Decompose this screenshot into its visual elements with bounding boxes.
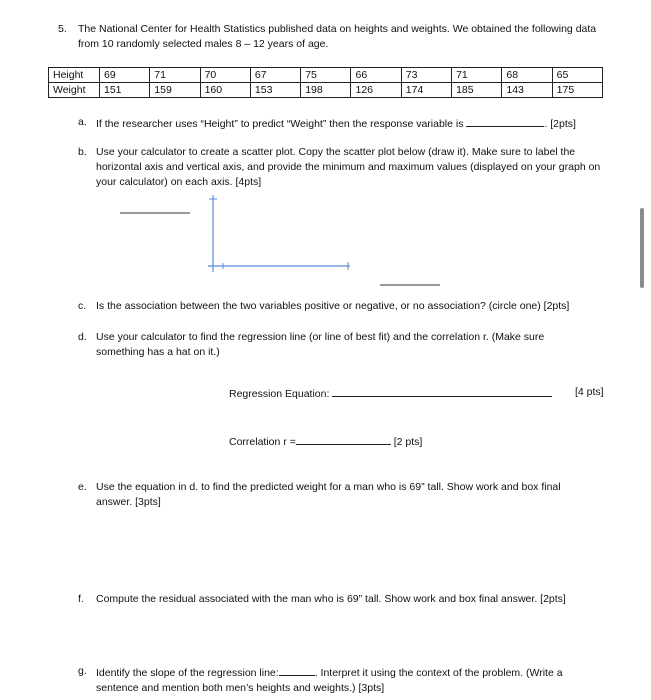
part-d-letter: d. bbox=[78, 331, 87, 343]
height-cell: 69 bbox=[100, 68, 150, 83]
part-g-text-after: . Interpret it using the context of the problem. (Write a sentence and mention both men’s heights and weights.) [3pts] bbox=[96, 667, 563, 694]
weight-row bbox=[49, 83, 603, 98]
slope-blank[interactable] bbox=[279, 664, 315, 676]
weight-cell: 174 bbox=[401, 83, 451, 98]
part-c-letter: c. bbox=[78, 300, 87, 312]
part-f-letter: f. bbox=[78, 593, 84, 605]
scatter-plot-sketch bbox=[110, 190, 450, 290]
weight-cell: 143 bbox=[502, 83, 552, 98]
part-a-body bbox=[96, 115, 576, 132]
weight-cell: 185 bbox=[452, 83, 502, 98]
height-cell: 75 bbox=[301, 68, 351, 83]
height-cell: 70 bbox=[200, 68, 250, 83]
height-cell: 71 bbox=[452, 68, 502, 83]
data-table bbox=[48, 67, 603, 98]
regression-label: Regression Equation: bbox=[229, 388, 330, 400]
part-b-text: Use your calculator to create a scatter plot. Copy the scatter plot below (draw it). Make sure to label the horizontal axis and vertical axis, and provide the minimum and maximum values (displayed on your graph on your calculator) on each axis. [4pts] bbox=[96, 146, 601, 188]
height-row bbox=[49, 68, 603, 83]
correlation-label: Correlation r = bbox=[229, 436, 296, 448]
height-cell: 71 bbox=[150, 68, 200, 83]
answer-blank[interactable] bbox=[466, 115, 544, 127]
height-cell: 73 bbox=[401, 68, 451, 83]
part-c-text: Is the association between the two variables positive or negative, or no association? (circle one) [2pts] bbox=[96, 300, 570, 312]
part-g-body bbox=[96, 664, 596, 696]
regression-blank[interactable] bbox=[332, 385, 552, 397]
weight-cell: 175 bbox=[552, 83, 602, 98]
height-cell: 65 bbox=[552, 68, 602, 83]
part-g-text-before: Identify the slope of the regression line: bbox=[96, 667, 279, 679]
weight-cell: 198 bbox=[301, 83, 351, 98]
regression-points: [4 pts] bbox=[575, 386, 604, 398]
weight-cell: 126 bbox=[351, 83, 401, 98]
weight-cell: 151 bbox=[100, 83, 150, 98]
weight-label: Weight bbox=[49, 83, 100, 98]
problem-intro: The National Center for Health Statistics published data on heights and weights. We obtained the following data from 10 randomly selected males 8 – 12 years of age. bbox=[78, 23, 597, 50]
part-e-text: Use the equation in d. to find the predicted weight for a man who is 69” tall. Show work and box final answer. [3pts] bbox=[96, 481, 561, 508]
correlation-line bbox=[229, 433, 422, 450]
weight-cell: 153 bbox=[250, 83, 300, 98]
weight-cell: 160 bbox=[200, 83, 250, 98]
part-f-text: Compute the residual associated with the man who is 69” tall. Show work and box final answer. [2pts] bbox=[96, 593, 566, 605]
part-d-text: Use your calculator to find the regression line (or line of best fit) and the correlation r. (Make sure something has a hat on it.) bbox=[96, 331, 545, 358]
height-cell: 67 bbox=[250, 68, 300, 83]
weight-cell: 159 bbox=[150, 83, 200, 98]
height-cell: 66 bbox=[351, 68, 401, 83]
part-a-text: If the researcher uses “Height” to predict “Weight” then the response variable is bbox=[96, 118, 464, 130]
part-a-points: . [2pts] bbox=[544, 118, 576, 130]
problem-number: 5. bbox=[58, 23, 67, 35]
part-g-letter: g. bbox=[78, 665, 87, 677]
scrollbar-thumb[interactable] bbox=[640, 208, 644, 288]
height-cell: 68 bbox=[502, 68, 552, 83]
height-label: Height bbox=[49, 68, 100, 83]
regression-equation-line bbox=[229, 385, 552, 402]
correlation-blank[interactable] bbox=[296, 433, 391, 445]
correlation-points: [2 pts] bbox=[393, 436, 423, 448]
part-a-letter: a. bbox=[78, 116, 87, 128]
part-b-letter: b. bbox=[78, 146, 87, 158]
part-e-letter: e. bbox=[78, 481, 87, 493]
